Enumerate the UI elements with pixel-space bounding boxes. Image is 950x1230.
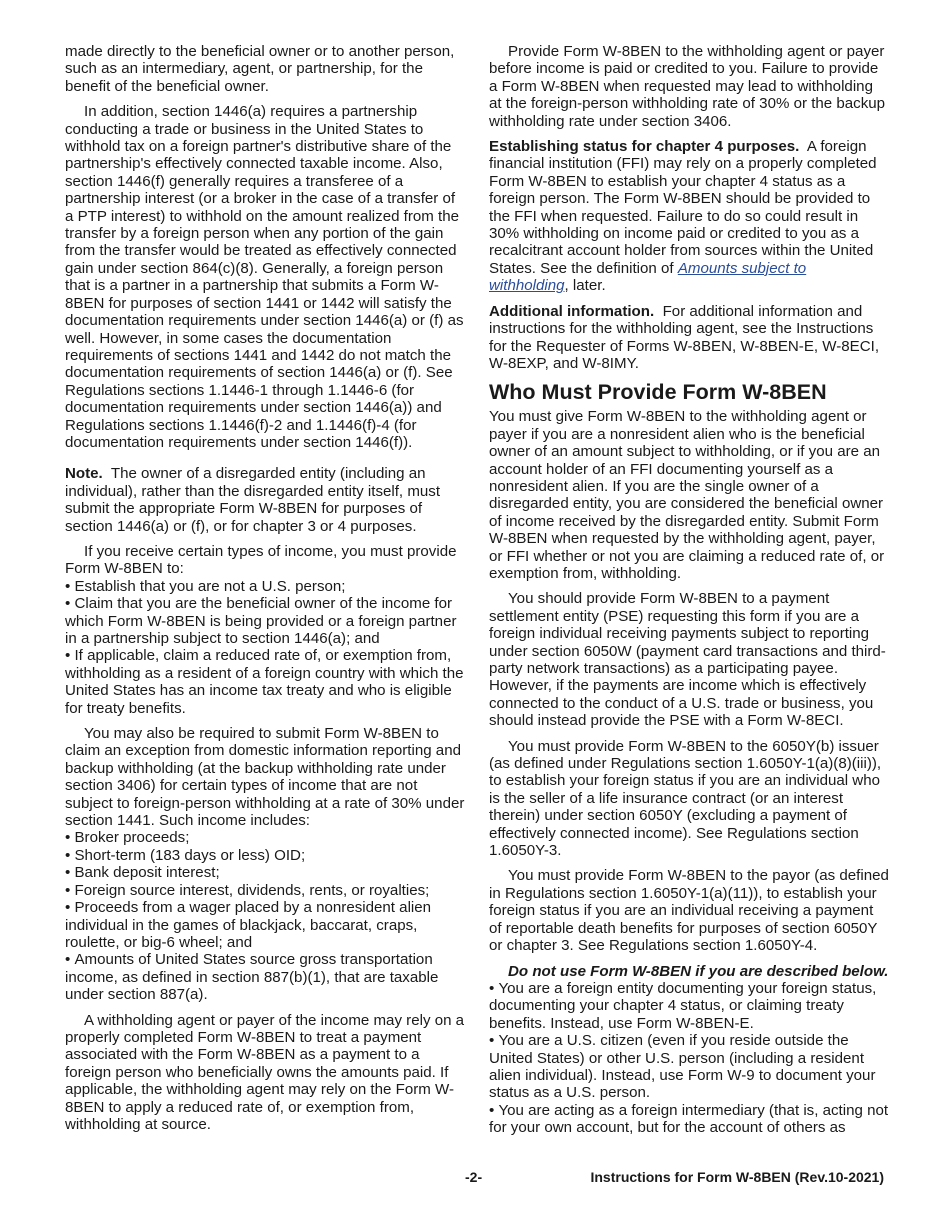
list-item: • Claim that you are the beneficial owner of the income for which Form W-8BEN is being provided or a foreign partner in a partnership subject to section 1446(a); and [65,595,465,647]
paragraph: If you receive certain types of income, you must provide Form W-8BEN to: [65,542,457,578]
list-item: • You are acting as a foreign intermediary (that is, acting not for your own account, but for the account of others as [489,1102,889,1137]
paragraph-section-1446: In addition, section 1446(a) requires a partnership conducting a trade or business in the United States to withhold tax on a foreign partner's distributive share of the partnership's effectively connected taxable income. Also, section 1446(f) generally requires a transferee of a partnership interest (or a broker in the case of a transfer of a PTP interest) to withhold on the amount realized from the transfer by a foreign person when any portion of the gain from the transfer would be treated as effectively connected gain under section 864(c)(8). Generally, a foreign person that is a partner in a partnership that submits a Form W-8BEN for purposes of section 1441 or 1442 will satisfy the documentation requirements under section 1446(a) or (f) as well. However, in some cases the documentation requirements of sections 1441 and 1442 do not match the documentation requirements of section 1446(a) or (f). See Regulations sections 1.1446-1 through 1.1446-6 (for documentation requirements under section 1446(a)) and Regulations sections 1.1446(f)-2 and 1.1446(f)-4 (for documentation requirements under section 1446(f)). [65,103,464,451]
additional-info-text: For additional information and instructions for the withholding agent, see the Instructions for the Requester of Forms W-8BEN, W-8BEN-E, W-8ECI, W-8EXP, and W-8IMY. [489,302,880,372]
amounts-subject-link[interactable]: Amounts subject to withholding [489,259,807,295]
page-number: -2- [465,1169,483,1185]
paragraph: You may also be required to submit Form W-8BEN to claim an exception from domestic information reporting and backup withholding (at the backup withholding rate under section 3406) for certain types of income that are not subject to foreign-person withholding at a rate of 30% under section 1441. Such income includes: [65,725,465,830]
chapter4-after: , later. [564,277,606,295]
paragraph: You should provide Form W-8BEN to a payment settlement entity (PSE) requesting this form if you are a foreign individual receiving payments subject to reporting under section 6050W (payment card transactions and third-party network transactions) as a participating payee. However, if the payments are income which is effectively connected to the conduct of a U.S. trade or business, you should instead provide the PSE with a Form W-8ECI. [489,590,886,730]
note-text: The owner of a disregarded entity (including an individual), rather than the disregarded entity itself, must submit the appropriate Form W-8BEN for purposes of section 1446(a) or (f), or for chapter 3 or 4 purposes. [65,465,441,535]
additional-info-paragraph [489,303,889,373]
list-item: • You are a U.S. citizen (even if you reside outside the United States) or other U.S. person (including a resident alien individual). Instead, use Form W-9 to document your status as a U.S. person. [489,1032,889,1102]
paragraph: Provide Form W-8BEN to the withholding agent or payer before income is paid or credited to you. Failure to provide a Form W-8BEN when requested may lead to withholding at the foreign-person withholding rate of 30% or the backup withholding rate under section 3406. [489,43,886,130]
list-item: • If applicable, claim a reduced rate of, or exemption from, withholding as a resident of a foreign country with which the United States has an income tax treaty and who is eligible for treaty benefits. [65,647,465,717]
chapter4-label: Establishing status for chapter 4 purposes. [489,138,800,156]
do-not-use-heading: Do not use Form W-8BEN if you are described below. [508,962,889,980]
chapter4-text: A foreign financial institution (FFI) may rely on a properly completed Form W-8BEN to establish your chapter 4 status as a foreign person. The Form W-8BEN should be provided to the FFI when requested. Failure to do so could result in 30% withholding on income paid or credited to you as a recalcitrant account holder from sources within the United States. See the definition of [489,138,877,277]
additional-info-label: Additional information. [489,302,655,320]
paragraph: You must provide Form W-8BEN to the 6050Y(b) issuer (as defined under Regulations section 1.6050Y-1(a)(8)(iii)), to establish your foreign status if you are an individual who is the seller of a life insurance contract (or an interest therein) under section 6050Y (excluding a payment of effectively connected income). See Regulations section 1.6050Y-3. [489,737,882,860]
paragraph: You must give Form W-8BEN to the withholding agent or payer if you are a nonresident alien who is the beneficial owner of an amount subject to withholding, or if you are an account holder of an FFI documenting yourself as a nonresident alien. If you are the single owner of a disregarded entity, you are considered the beneficial owner of income received by the disregarded entity. Submit Form W-8BEN when requested by the withholding agent, payer, or FFI whether or not you are claiming a reduced rate of, or exemption from, withholding. [489,408,885,582]
left-column [65,43,465,1133]
note-label: Note. [65,465,103,483]
paragraph: A withholding agent or payer of the income may rely on a properly completed Form W-8BEN to treat a payment associated with the Form W-8BEN as a payment to a foreign person who beneficially owns the amounts paid. If applicable, the withholding agent may rely on the Form W-8BEN to apply a reduced rate of, or exemption from, withholding at source. [65,1011,465,1133]
list-item: • Amounts of United States source gross transportation income, as defined in section 887(b)(1), that are taxable under section 887(a). [65,951,465,1003]
footer-form-title: Instructions for Form W-8BEN (Rev.10-2021) [590,1169,884,1185]
list-item: • Short-term (183 days or less) OID; [65,847,465,864]
section-heading: Who Must Provide Form W-8BEN [489,380,827,405]
list-item: • Broker proceeds; [65,829,465,846]
paragraph: You must provide Form W-8BEN to the payor (as defined in Regulations section 1.6050Y-1(a)(11)), to establish your foreign status if you are an individual receiving a payment of reportable death benefits for purposes of section 6050Y or chapter 3. See Regulations section 1.6050Y-4. [489,867,889,955]
paragraph: made directly to the beneficial owner or to another person, such as an intermediary, agent, or partnership, for the benefit of the beneficial owner. [65,43,455,95]
list-item: • You are a foreign entity documenting your foreign status, documenting your chapter 4 status, or claiming treaty benefits. Instead, use Form W-8BEN-E. [489,980,889,1032]
list-item: • Bank deposit interest; [65,864,465,881]
right-column [489,43,889,1137]
list-item: • Foreign source interest, dividends, rents, or royalties; [65,882,465,899]
list-item: • Establish that you are not a U.S. person; [65,578,465,595]
note-paragraph [65,465,465,535]
chapter4-paragraph [489,138,889,295]
list-item: • Proceeds from a wager placed by a nonresident alien individual in the games of blackjack, baccarat, craps, roulette, or big-6 wheel; and [65,899,465,951]
